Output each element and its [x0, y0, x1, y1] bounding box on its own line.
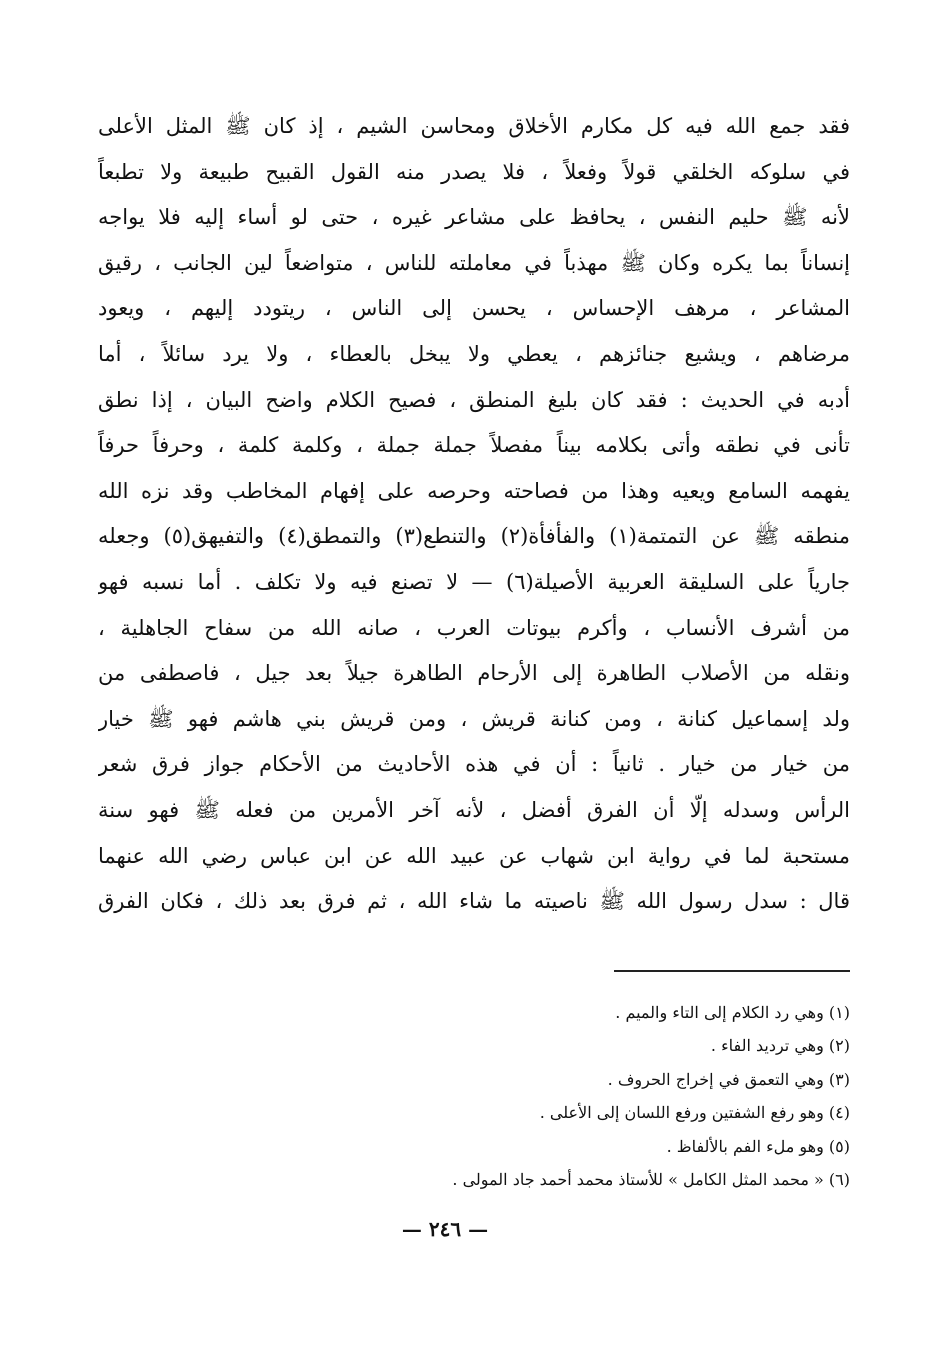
footnote-separator	[614, 970, 850, 972]
text-line: تأنى في نطقه وأتى بكلامه بيناً مفصلاً جملة جملة ، وكلمة كلمة ، وحرفاً حرفاً	[98, 433, 850, 458]
text-line: مستحبة لما في رواية ابن شهاب عن عبيد الله عن ابن عباس رضي الله عنهما	[98, 843, 850, 868]
footnote-item: (٥) وهو ملء الفم بالألفاظ .	[666, 1136, 850, 1156]
footnote-item: (١) وهي رد الكلام إلى التاء والميم .	[615, 1003, 850, 1022]
text-line: لأنه ﷺ حليم النفس ، يحافظ على مشاعر غيره ، حتى لو أساء إليه فلا يواجه	[98, 205, 850, 230]
text-line: جارياً على السليقة العربية الأصيلة(٦) — لا تصنع فيه ولا تكلف . أما نسبه فهو	[98, 569, 850, 594]
text-line: من أشرف الأنساب ، وأكرم بيوتات العرب ، صانه الله من سفاح الجاهلية ،	[98, 615, 850, 640]
text-line: فقد جمع الله فيه كل مكارم الأخلاق ومحاسن الشيم ، إذ كان ﷺ المثل الأعلى	[98, 114, 850, 138]
text-line: المشاعر ، مرهف الإحساس ، يحسن إلى الناس ، ريتودد إليهم ، ويعود	[98, 296, 850, 321]
text-line: ولد إسماعيل كنانة ، ومن كنانة قريش ، ومن قريش بني هاشم فهو ﷺ خيار	[98, 706, 850, 731]
main-text	[98, 104, 850, 925]
text-line: منطقه ﷺ عن التمتمة(١) والفأفأة(٢) والتنطع(٣) والتمطق(٤) والتفيهق(٥) وجعله	[98, 524, 850, 549]
text-line: يفهمه السامع ويعيه وهذا من فصاحته وحرصه على إفهام المخاطب وقد نزه الله	[98, 478, 850, 503]
page-number: — ٢٤٦ —	[401, 1217, 489, 1241]
footnotes	[300, 996, 850, 1196]
footnote-item: (٤) وهو رفع الشفتين ورفع اللسان إلى الأعلى .	[539, 1103, 850, 1123]
text-line: مرضاهم ، ويشيع جنائزهم ، يعطي ولا يبخل بالعطاء ، ولا يرد سائلاً ، أما	[98, 341, 850, 366]
footnote-item: (٢) وهي ترديد الفاء .	[710, 1036, 850, 1056]
text-line: قال : سدل رسول الله ﷺ ناصيته ما شاء الله ، ثم فرق بعد ذلك ، فكان الفرق	[98, 889, 850, 914]
footnote-item: (٣) وهي التعمق في إخراج الحروف .	[607, 1069, 850, 1089]
footnote-item: (٦) « محمد المثل الكامل » للأستاذ محمد أحمد جاد المولى .	[452, 1169, 850, 1189]
text-line: الرأس وسدله إلّا أن الفرق أفضل ، لأنه آخر الأمرين من فعله ﷺ فهو سنة	[98, 797, 850, 822]
text-line: من خيار من خيار . ثانياً : أن في هذه الأحاديث من الأحكام جواز فرق شعر	[98, 752, 850, 777]
text-line: ونقله من الأصلاب الطاهرة إلى الأرحام الطاهرة جيلاً بعد جيل ، فاصطفى من	[98, 661, 850, 686]
text-line: في سلوكه الخلقي قولاً وفعلاً ، فلا يصدر منه القول القبيح طبيعة ولا تطبعاً	[98, 159, 850, 184]
text-line: إنساناً بما يكره وكان ﷺ مهذباً في معاملته للناس ، متواضعاً لين الجانب ، رقيق	[98, 250, 850, 275]
text-line: أدبه في الحديث : فقد كان بليغ المنطق ، فصيح الكلام واضح البيان ، إذا نطق	[98, 387, 850, 412]
